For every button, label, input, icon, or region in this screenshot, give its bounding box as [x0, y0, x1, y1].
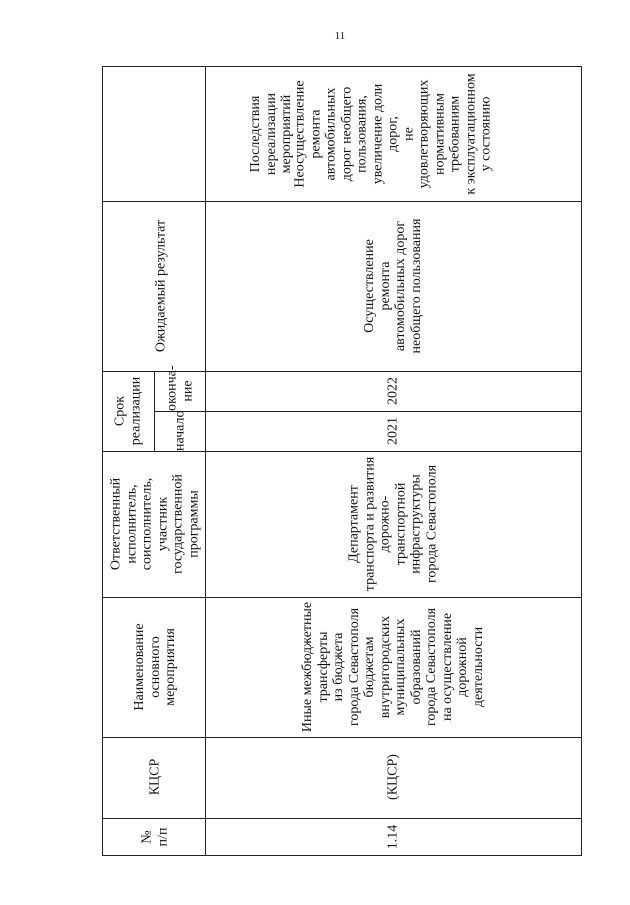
header-num: № п/п	[139, 827, 170, 847]
col-divider-4	[103, 451, 581, 452]
header-kcsr: КЦСР	[147, 758, 163, 796]
cell-start: 2021	[385, 417, 401, 445]
cell-end: 2022	[385, 377, 401, 405]
col-divider-3	[154, 411, 582, 412]
header-name: Наименование основного мероприятия	[131, 623, 178, 711]
table-frame	[102, 66, 582, 856]
header-period: Срок реализации	[112, 376, 143, 446]
col-divider-5	[103, 597, 581, 598]
cell-executor: Департамент транспорта и развития дорожно- транспортной инфраструктуры города Севастополя	[346, 456, 439, 592]
cell-result: Осуществление ремонта автомобильных дорог необщего пользования	[362, 218, 424, 354]
header-executor: Ответственный исполнитель, соисполнитель, участник государственной программы	[108, 474, 201, 574]
col-divider-6	[103, 737, 581, 738]
header-end: оконча- ние	[164, 365, 195, 411]
cell-consequences: Неосуществление ремонта автомобильных дорог необщего пользования, увеличение доли дорог, не удовлетворяющих нормативным требованиям к эксплуатационном у состоянию	[292, 73, 494, 195]
col-divider-1	[103, 201, 581, 202]
col-divider-7	[103, 818, 581, 819]
cell-num: 1.14	[385, 824, 401, 850]
cell-kcsr: (КЦСР)	[385, 754, 401, 800]
header-result: Ожидаемый результат	[153, 219, 169, 353]
header-consequences: Последствия нереализации мероприятий	[247, 92, 294, 176]
page-number: 11	[334, 30, 346, 42]
header-start: начало	[172, 410, 188, 451]
cell-name: Иные межбюджетные трансферты из бюджета города Севастополя бюджетам внутригородских муниципальных образований города Севастополя на осуществление дорожной деятельности	[300, 601, 486, 733]
